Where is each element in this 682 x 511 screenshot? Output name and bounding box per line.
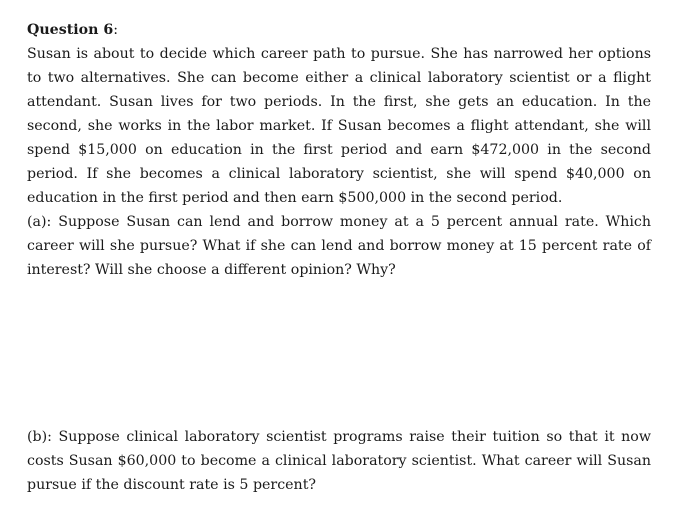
question-part-b-block [27, 425, 651, 497]
question-part-b: (b): Suppose clinical laboratory scientist programs raise their tuition so that it now costs Susan $60,000 to become a clinical laboratory scientist. What career will Susan pursue if the discount rate is 5 percent? [27, 429, 651, 493]
question-heading [27, 18, 651, 42]
question-intro: Susan is about to decide which career path to pursue. She has narrowed her options to two alternatives. She can become either a clinical laboratory scientist or a flight attendant. Susan lives for two periods. In the first, she gets an education. In the second, she works in the labor market. If Susan becomes a flight attendant, she will spend $15,000 on education in the first period and earn $472,000 in the second period. If she becomes a clinical laboratory scientist, she will spend $40,000 on education in the first period and then earn $500,000 in the second period. [27, 46, 651, 206]
question-block [27, 18, 651, 282]
question-part-a: (a): Suppose Susan can lend and borrow money at a 5 percent annual rate. Which career will she pursue? What if she can lend and borrow money at 15 percent rate of interest? Will she choose a different opinion? Why? [27, 214, 651, 278]
question-title-colon: : [113, 22, 119, 38]
question-title: Question 6 [27, 22, 114, 38]
